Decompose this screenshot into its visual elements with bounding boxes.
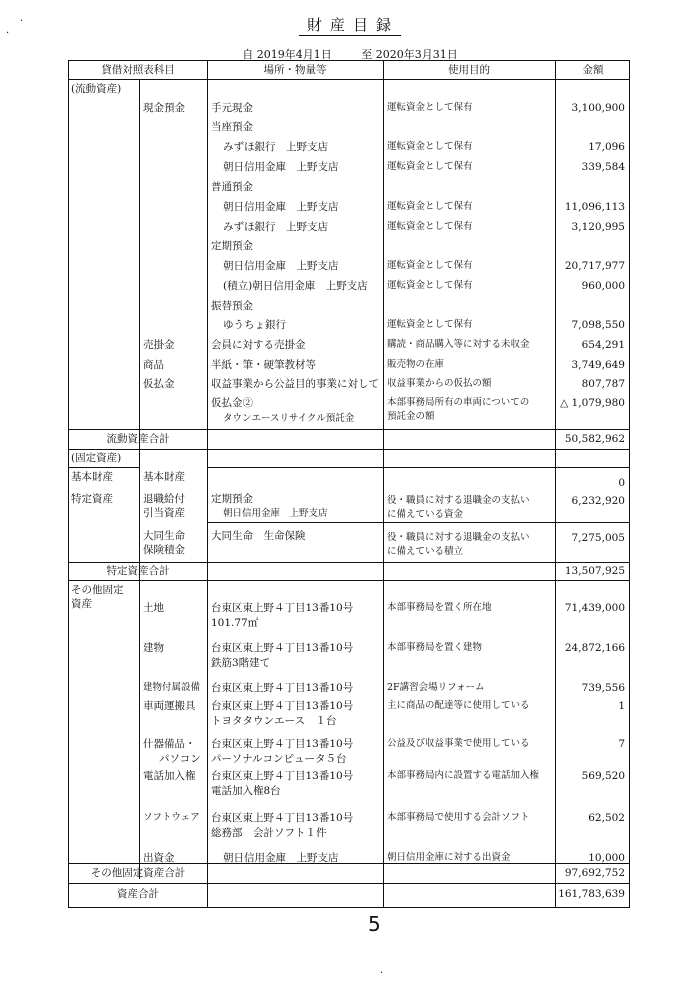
purpose-text: 本部事務局を置く建物 — [387, 642, 483, 653]
place-text: 仮払金② — [211, 397, 253, 409]
purpose-text: 収益事業からの仮払の額 — [387, 378, 492, 389]
purpose-text: 本部事務局所有の車両についての — [387, 397, 530, 408]
col-line-2 — [207, 61, 208, 907]
amount-value: 62,502 — [588, 812, 625, 824]
purpose-text: 販売物の在庫 — [387, 359, 445, 370]
place-text: 半紙・筆・硬筆教材等 — [211, 359, 316, 371]
place-text: 朝日信用金庫 上野支店 — [223, 852, 339, 864]
place-text: 台東区東上野４丁目13番10号 — [211, 770, 354, 782]
amount-value: 654,291 — [581, 339, 625, 351]
amount-value: 7 — [618, 738, 625, 750]
place-text: 朝日信用金庫 上野支店 — [223, 161, 339, 173]
place-text: 台東区東上野４丁目13番10号 — [211, 682, 354, 694]
purpose-text: 主に商品の配達等に使用している — [387, 700, 530, 711]
account-name: 建物付属設備 — [143, 682, 201, 693]
place-text: 振替預金 — [211, 300, 253, 312]
purpose-text: 朝日信用金庫に対する出資金 — [387, 852, 511, 863]
page-mark: 5 — [368, 912, 381, 936]
purpose-text: 運転資金として保有 — [387, 141, 473, 152]
place-text: 台東区東上野４丁目13番10号 — [211, 738, 354, 750]
account-name: 仮払金 — [143, 378, 175, 390]
amount-value: 1 — [618, 700, 625, 712]
place-text-sub: 総務部 会計ソフト１件 — [211, 827, 327, 839]
account-name: 基本財産 — [143, 471, 185, 483]
specific-total-label: 特定資産合計 — [106, 565, 170, 577]
place-text: 定期預金 — [211, 240, 253, 252]
section-other-fixed-2: 資産 — [71, 598, 92, 610]
current-total-amount: 50,582,962 — [564, 433, 625, 445]
category-name: 特定資産 — [71, 493, 113, 505]
other-total-amount: 97,692,752 — [564, 867, 625, 879]
line-before-specific-total — [69, 562, 629, 563]
line-after-specific-total — [69, 580, 629, 581]
line-after-current-total — [69, 449, 629, 450]
place-text: 大同生命 生命保険 — [211, 530, 306, 542]
purpose-text: 運転資金として保有 — [387, 280, 473, 291]
scan-dot-2: · — [6, 28, 10, 39]
account-name-sub: パソコン — [159, 753, 201, 765]
place-text: 会員に対する売掛金 — [211, 339, 306, 351]
col-line-4 — [555, 61, 556, 907]
amount-value: 6,232,920 — [571, 495, 625, 507]
amount-value: 3,120,995 — [571, 221, 625, 233]
purpose-text: 役・職員に対する退職金の支払い — [387, 495, 530, 506]
line-after-other-total — [69, 883, 629, 884]
asset-total-amount: 161,783,639 — [558, 888, 625, 900]
account-name: 什器備品・ — [143, 738, 196, 750]
document-title: 財産目録 — [0, 14, 700, 35]
amount-value: 71,439,000 — [564, 602, 625, 614]
purpose-text: 本部事務局を置く所在地 — [387, 602, 492, 613]
account-name: 出資金 — [143, 852, 175, 864]
purpose-text: 2F講習会場リフォーム — [387, 682, 485, 693]
purpose-text-sub: 預託金の額 — [387, 411, 435, 422]
place-text: みずほ銀行 上野支店 — [223, 221, 328, 233]
scan-dot-1: · — [20, 16, 24, 27]
amount-value: 11,096,113 — [564, 201, 625, 213]
purpose-text-sub: に備えている積立 — [387, 546, 464, 557]
place-text: 朝日信用金庫 上野支店 — [223, 260, 339, 272]
amount-value: 339,584 — [581, 161, 625, 173]
amount-value: 7,275,005 — [571, 532, 625, 544]
place-text: 収益事業から公益目的事業に対して — [211, 378, 379, 390]
purpose-text: 運転資金として保有 — [387, 221, 473, 232]
amount-value: 20,717,977 — [564, 260, 625, 272]
section-other-fixed-1: その他固定 — [71, 584, 124, 596]
header-place: 場所・物量等 — [263, 64, 327, 76]
account-name: 電話加入権 — [143, 770, 196, 782]
section-fixed: (固定資産) — [71, 452, 122, 464]
account-name: 売掛金 — [143, 339, 175, 351]
account-name: 現金預金 — [143, 102, 185, 114]
purpose-text: 運転資金として保有 — [387, 201, 473, 212]
amount-value: △ 1,079,980 — [560, 397, 625, 409]
place-text-sub: パーソナルコンピュータ５台 — [211, 753, 347, 765]
purpose-text: 運転資金として保有 — [387, 161, 473, 172]
account-name-sub: 引当資産 — [143, 507, 185, 519]
line-before-other-total — [69, 863, 629, 864]
amount-value: 807,787 — [581, 378, 625, 390]
place-text: みずほ銀行 上野支店 — [223, 141, 328, 153]
place-text-sub: タウンエースリサイクル預託金 — [223, 413, 355, 424]
line-before-current-total — [69, 429, 629, 430]
place-text: (積立)朝日信用金庫 上野支店 — [223, 280, 368, 292]
place-text: 普通預金 — [211, 181, 253, 193]
asset-total-label: 資産合計 — [117, 888, 159, 900]
place-text-sub: 101.77㎡ — [211, 617, 259, 629]
category-name: 基本財産 — [71, 471, 113, 483]
col-line-3 — [383, 61, 384, 907]
header-account: 貸借対照表科目 — [101, 64, 175, 76]
scan-dot-3: · — [380, 968, 384, 979]
purpose-text: 運転資金として保有 — [387, 319, 473, 330]
amount-value: 7,098,550 — [571, 319, 625, 331]
purpose-text: 運転資金として保有 — [387, 102, 473, 113]
amount-value: 960,000 — [581, 280, 625, 292]
amount-value: 569,520 — [581, 770, 625, 782]
place-text: 台東区東上野４丁目13番10号 — [211, 812, 354, 824]
amount-value: 0 — [618, 477, 625, 489]
asset-inventory-table — [68, 60, 630, 908]
purpose-text: 購読・商品購入等に対する未収金 — [387, 339, 530, 350]
place-text: ゆうちょ銀行 — [223, 319, 286, 331]
place-text-sub: 鉄筋3階建て — [211, 657, 271, 669]
header-line — [69, 79, 629, 80]
row-divider — [207, 522, 629, 523]
purpose-text: 運転資金として保有 — [387, 260, 473, 271]
purpose-text: 役・職員に対する退職金の支払い — [387, 532, 530, 543]
account-name: 商品 — [143, 359, 164, 371]
amount-value: 10,000 — [588, 852, 625, 864]
header-amount: 金額 — [582, 64, 604, 76]
amount-value: 3,100,900 — [571, 102, 625, 114]
account-name: 土地 — [143, 602, 164, 614]
place-text: 朝日信用金庫 上野支店 — [223, 201, 339, 213]
purpose-text: 本部事務局で使用する会計ソフト — [387, 812, 530, 823]
amount-value: 739,556 — [581, 682, 625, 694]
amount-value: 17,096 — [588, 141, 625, 153]
place-text-sub: 電話加入権8台 — [211, 785, 281, 797]
place-text: 台東区東上野４丁目13番10号 — [211, 700, 354, 712]
section-current: (流動資産) — [71, 83, 122, 95]
account-name: 退職給付 — [143, 493, 185, 505]
other-total-label: その他固定資産合計 — [90, 867, 186, 879]
place-text: 手元現金 — [211, 102, 253, 114]
row-divider — [207, 467, 629, 468]
place-text: 台東区東上野４丁目13番10号 — [211, 602, 354, 614]
account-name: ソフトウェア — [143, 812, 200, 823]
place-text: 台東区東上野４丁目13番10号 — [211, 642, 354, 654]
account-name: 車両運搬具 — [143, 700, 196, 712]
purpose-text: 本部事務局内に設置する電話加入権 — [387, 770, 540, 781]
place-text: 定期預金 — [211, 493, 253, 505]
place-text-sub: トヨタタウンエース １台 — [211, 715, 337, 727]
place-text: 当座預金 — [211, 121, 253, 133]
period-from: 自 2019年4月1日 — [242, 48, 332, 61]
col-line-1 — [139, 79, 140, 879]
amount-value: 24,872,166 — [564, 642, 625, 654]
current-total-label: 流動資産合計 — [106, 433, 170, 445]
account-name: 建物 — [143, 642, 164, 654]
purpose-text-sub: に備えている資金 — [387, 509, 464, 520]
account-name-sub: 保険積金 — [143, 544, 185, 556]
header-purpose: 使用目的 — [448, 64, 490, 76]
account-name: 大同生命 — [143, 530, 185, 542]
specific-total-amount: 13,507,925 — [564, 565, 625, 577]
purpose-text: 公益及び収益事業で使用している — [387, 738, 530, 749]
line-fixed-section — [69, 467, 139, 468]
period-to: 至 2020年3月31日 — [361, 48, 458, 61]
amount-value: 3,749,649 — [571, 359, 625, 371]
place-text-sub: 朝日信用金庫 上野支店 — [223, 508, 328, 519]
